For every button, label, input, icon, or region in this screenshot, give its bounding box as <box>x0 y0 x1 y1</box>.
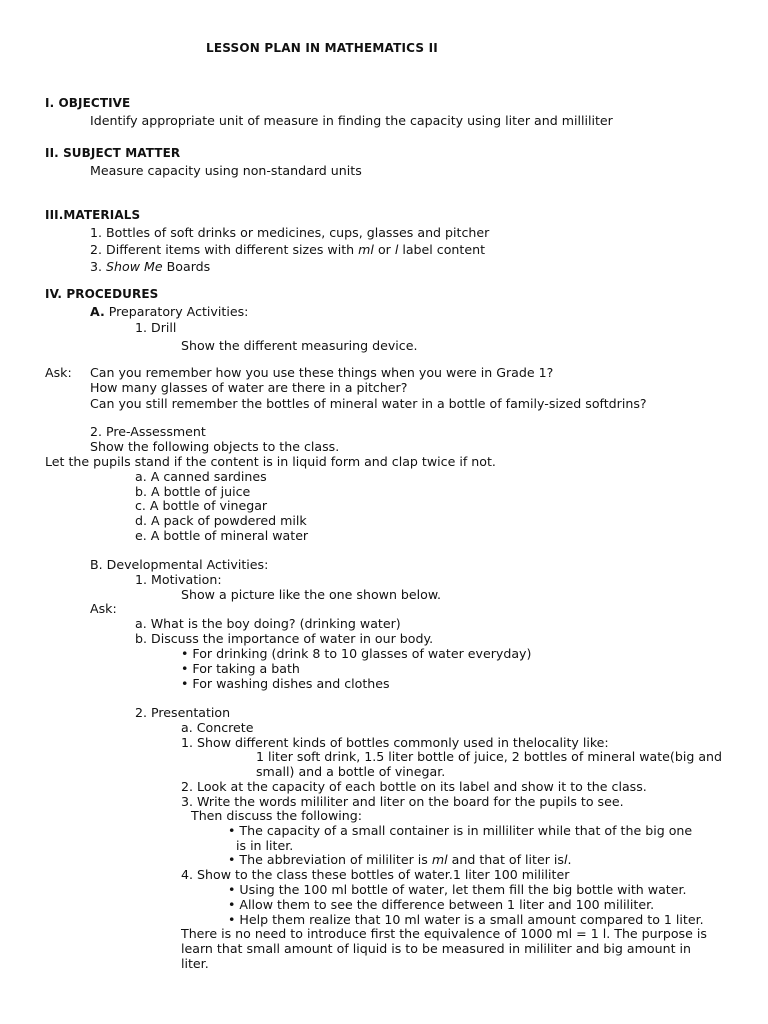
materials-item-2-or: or <box>373 242 395 257</box>
question-b: b. Discuss the importance of water in our body. <box>135 631 434 646</box>
concrete-heading: a. Concrete <box>181 720 254 735</box>
materials-item-1: 1. Bottles of soft drinks or medicines, cups, glasses and pitcher <box>90 225 490 240</box>
page-title: LESSON PLAN IN MATHEMATICS II <box>206 41 438 55</box>
l-abbrev: l <box>394 242 399 257</box>
procedures-heading: IV. PROCEDURES <box>45 287 159 301</box>
materials-item-2 <box>90 242 485 257</box>
instruction-text: Let the pupils stand if the content is in liquid form and clap twice if not. <box>45 454 496 469</box>
pre-assessment-heading: 2. Pre-Assessment <box>90 424 206 439</box>
ask-label: Ask: <box>45 365 72 380</box>
object-b: b. A bottle of juice <box>135 484 251 499</box>
bullet-washing: • For washing dishes and clothes <box>181 676 390 691</box>
materials-item-2-end: label content <box>398 242 486 257</box>
subject-matter-heading: II. SUBJECT MATTER <box>45 146 181 160</box>
step-1-examples-cont: small) and a bottle of vinegar. <box>256 764 446 779</box>
step-3-bullet-2 <box>228 852 572 867</box>
object-c: c. A bottle of vinegar <box>135 498 268 513</box>
abbrev-text-mid: and that of liter is <box>447 852 564 867</box>
ml-abbrev: ml <box>358 242 374 257</box>
presentation-heading: 2. Presentation <box>135 705 231 720</box>
abbrev-text: • The abbreviation of mililiter is <box>228 852 432 867</box>
bullet-bath: • For taking a bath <box>181 661 300 676</box>
section-a-letter: A. <box>90 304 105 319</box>
motivation-heading: 1. Motivation: <box>135 572 222 587</box>
abbrev-text-end: . <box>567 852 572 867</box>
ask-question-2: How many glasses of water are there in a pitcher? <box>90 380 408 395</box>
ask-label-2: Ask: <box>90 601 117 616</box>
developmental-activities: B. Developmental Activities: <box>90 557 269 572</box>
object-a: a. A canned sardines <box>135 469 267 484</box>
motivation-text: Show a picture like the one shown below. <box>181 587 442 602</box>
question-a: a. What is the boy doing? (drinking water) <box>135 616 401 631</box>
drill-text: Show the different measuring device. <box>181 338 418 353</box>
presentation-step-4: 4. Show to the class these bottles of water.1 liter 100 mililiter <box>181 867 570 882</box>
materials-item-2-text: 2. Different items with different sizes with <box>90 242 359 257</box>
l-abbrev-2: l <box>563 852 568 867</box>
presentation-step-3: 3. Write the words mililiter and liter on the board for the pupils to see. <box>181 794 624 809</box>
drill-heading: 1. Drill <box>135 320 177 335</box>
presentation-step-1: 1. Show different kinds of bottles commonly used in thelocality like: <box>181 735 609 750</box>
ml-abbrev-2: ml <box>431 852 448 867</box>
materials-item-3 <box>90 259 210 274</box>
materials-item-3-rest: Boards <box>162 259 211 274</box>
ask-question-3: Can you still remember the bottles of mineral water in a bottle of family-sized softdrins? <box>90 396 647 411</box>
note-line-3: liter. <box>181 956 209 971</box>
materials-item-3-num: 3. <box>90 259 107 274</box>
step-1-examples: 1 liter soft drink, 1.5 liter bottle of juice, 2 bottles of mineral wate(big and <box>256 749 723 764</box>
show-me-text: Show Me <box>106 259 163 274</box>
subject-matter-text: Measure capacity using non-standard units <box>90 163 362 178</box>
materials-heading: III.MATERIALS <box>45 208 141 222</box>
preparatory-activities <box>90 304 248 319</box>
step-3-then: Then discuss the following: <box>191 808 363 823</box>
step-3-bullet-1: • The capacity of a small container is in milliliter while that of the big one <box>228 823 693 838</box>
step-3-bullet-1-cont: is in liter. <box>236 838 294 853</box>
step-4-bullet-3: • Help them realize that 10 ml water is a small amount compared to 1 liter. <box>228 912 704 927</box>
step-4-bullet-2: • Allow them to see the difference between 1 liter and 100 mililiter. <box>228 897 655 912</box>
note-line-2: learn that small amount of liquid is to be measured in mililiter and big amount in <box>181 941 691 956</box>
pre-assessment-text: Show the following objects to the class. <box>90 439 340 454</box>
object-e: e. A bottle of mineral water <box>135 528 309 543</box>
ask-question-1: Can you remember how you use these things when you were in Grade 1? <box>90 365 554 380</box>
objective-text: Identify appropriate unit of measure in finding the capacity using liter and milliliter <box>90 113 613 128</box>
presentation-step-2: 2. Look at the capacity of each bottle on its label and show it to the class. <box>181 779 647 794</box>
objective-heading: I. OBJECTIVE <box>45 96 131 110</box>
bullet-drinking: • For drinking (drink 8 to 10 glasses of water everyday) <box>181 646 532 661</box>
note-line-1: There is no need to introduce first the equivalence of 1000 ml = 1 l. The purpose is <box>181 926 707 941</box>
object-d: d. A pack of powdered milk <box>135 513 307 528</box>
section-a-text: Preparatory Activities: <box>104 304 249 319</box>
step-4-bullet-1: • Using the 100 ml bottle of water, let them fill the big bottle with water. <box>228 882 687 897</box>
